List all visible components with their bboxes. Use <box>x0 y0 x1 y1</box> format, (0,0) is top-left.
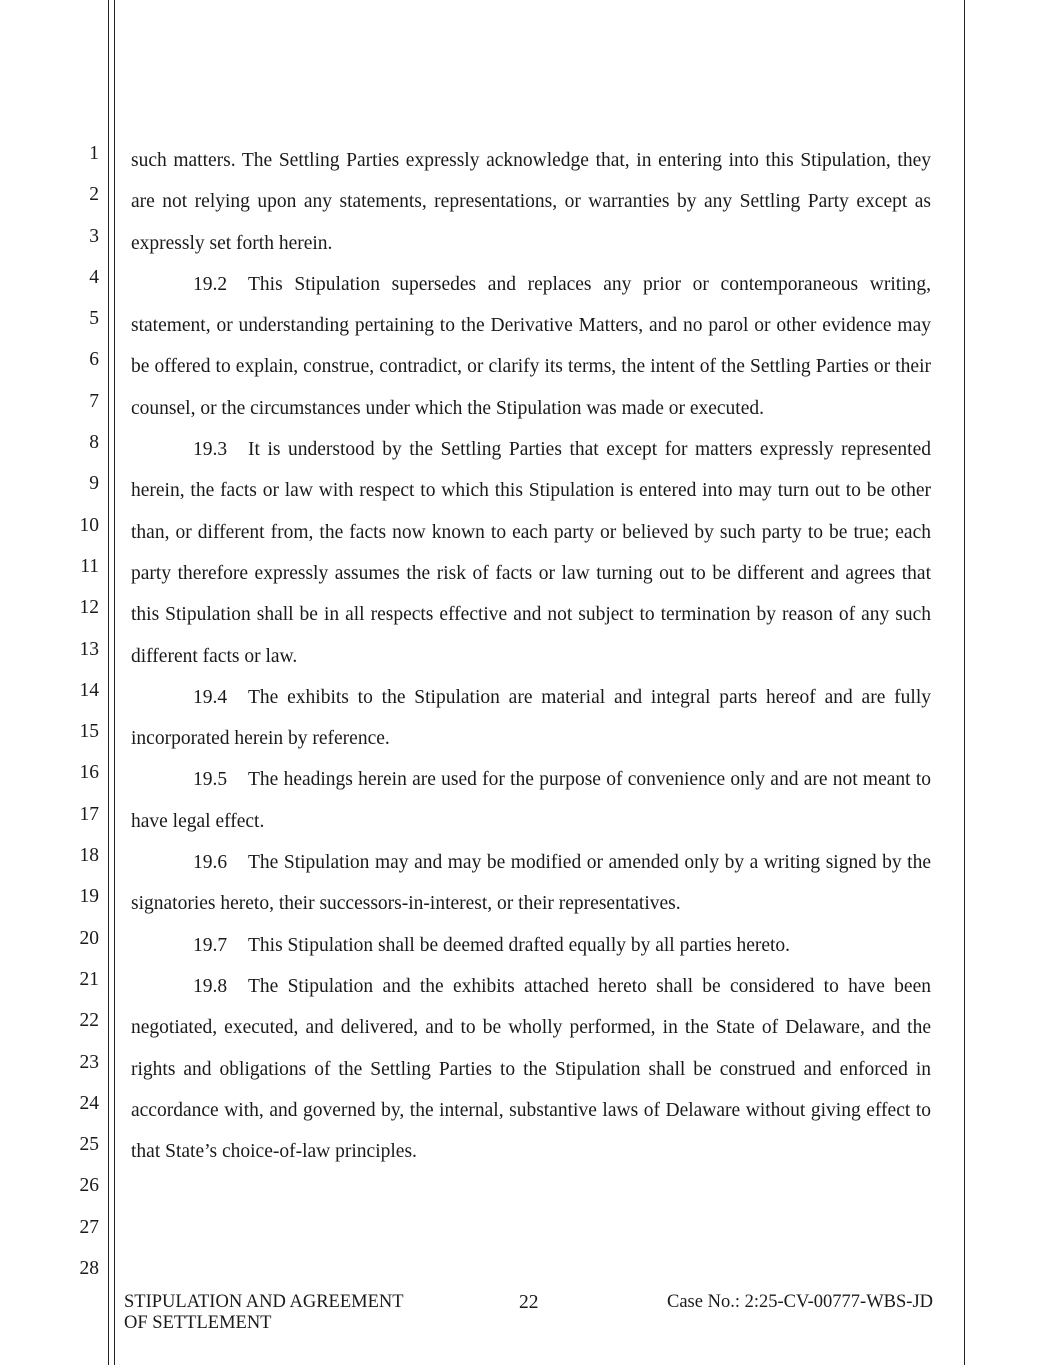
footer-page-number: 22 <box>519 1292 539 1313</box>
line-number: 18 <box>79 845 99 867</box>
section-number: 19.3 <box>193 439 228 461</box>
paragraph-text: such matters. The Settling Parties expressly acknowledge that, in entering into this Stipulation, they are not relying upon any statements, representations, or warranties by any Settling Party except as expressly set forth herein. <box>131 150 931 254</box>
paragraph-19-3 <box>131 429 931 677</box>
line-number: 10 <box>79 514 99 536</box>
left-margin-rule-outer <box>108 0 109 1365</box>
line-number: 22 <box>79 1010 99 1032</box>
line-number: 19 <box>79 886 99 908</box>
section-number: 19.5 <box>193 769 228 791</box>
paragraph-19-2 <box>131 264 931 429</box>
line-number: 3 <box>89 225 99 247</box>
paragraph-19-8 <box>131 966 931 1172</box>
footer-document-title <box>124 1292 404 1334</box>
line-number: 16 <box>79 762 99 784</box>
line-number: 20 <box>79 927 99 949</box>
line-number: 6 <box>89 349 99 371</box>
paragraph-text: The Stipulation may and may be modified or amended only by a writing signed by the signatories hereto, their successors-in-interest, or their representatives. <box>131 852 931 915</box>
document-body <box>131 140 931 1172</box>
paragraph-19-6 <box>131 842 931 925</box>
paragraph-continuation <box>131 140 931 264</box>
section-number: 19.4 <box>193 686 228 708</box>
section-number: 19.7 <box>193 934 228 956</box>
line-number: 17 <box>79 803 99 825</box>
paragraph-text: The headings herein are used for the purpose of convenience only and are not meant to have legal effect. <box>131 769 931 832</box>
line-number: 1 <box>89 143 99 164</box>
line-number: 12 <box>79 597 99 619</box>
line-number: 9 <box>89 473 99 495</box>
line-number: 28 <box>79 1258 99 1280</box>
right-margin-rule <box>964 0 965 1365</box>
line-number: 11 <box>80 555 99 577</box>
footer-title-line-2: OF SETTLEMENT <box>124 1313 272 1333</box>
paragraph-text: This Stipulation supersedes and replaces any prior or contemporaneous writing, statement, or understanding pertaining to the Derivative Matters, and no parol or other evidence may be offered to explain, construe, contradict, or clarify its terms, the intent of the Settling Parties or their counsel, or the circumstances under which the Stipulation was made or executed. <box>131 273 931 419</box>
line-number: 23 <box>79 1051 99 1073</box>
line-number: 27 <box>79 1216 99 1238</box>
line-number: 25 <box>79 1134 99 1156</box>
left-margin-rule-inner <box>114 0 115 1365</box>
paragraph-19-5 <box>131 759 931 842</box>
line-number: 24 <box>79 1092 99 1114</box>
footer-case-number: Case No.: 2:25-CV-00777-WBS-JD <box>667 1292 934 1312</box>
pleading-line-numbers <box>60 140 99 1296</box>
paragraph-19-7 <box>131 925 931 966</box>
line-number: 14 <box>79 679 99 701</box>
paragraph-19-4 <box>131 677 931 760</box>
line-number: 8 <box>89 432 99 454</box>
line-number: 4 <box>89 266 99 288</box>
line-number: 21 <box>79 968 99 990</box>
section-number: 19.2 <box>193 273 228 295</box>
line-number: 2 <box>89 184 99 206</box>
footer-title-line-1: STIPULATION AND AGREEMENT <box>124 1292 404 1312</box>
paragraph-text: This Stipulation shall be deemed drafted equally by all parties hereto. <box>248 934 791 956</box>
paragraph-text: The exhibits to the Stipulation are material and integral parts hereof and are fully incorporated herein by reference. <box>131 686 931 750</box>
line-number: 13 <box>79 638 99 660</box>
section-number: 19.6 <box>193 852 228 874</box>
line-number: 5 <box>89 308 99 330</box>
section-number: 19.8 <box>193 975 228 997</box>
paragraph-text: The Stipulation and the exhibits attached hereto shall be considered to have been negotiated, executed, and delivered, and to be wholly performed, in the State of Delaware, and the rights and obligations of the Settling Parties to the Stipulation shall be construed and enforced in accordance with, and governed by, the internal, substantive laws of Delaware without giving effect to that State’s choice-of-law principles. <box>131 975 931 1163</box>
line-number: 15 <box>79 721 99 743</box>
line-number: 7 <box>89 390 99 412</box>
paragraph-text: It is understood by the Settling Parties that except for matters expressly represented herein, the facts or law with respect to which this Stipulation is entered into may turn out to be other than, or different from, the facts now known to each party or believed by such party to be true; each party therefore expressly assumes the risk of facts or law turning out to be different and agrees that this Stipulation shall be in all respects effective and not subject to termination by reason of any such different facts or law. <box>131 439 931 667</box>
line-number: 26 <box>79 1175 99 1197</box>
